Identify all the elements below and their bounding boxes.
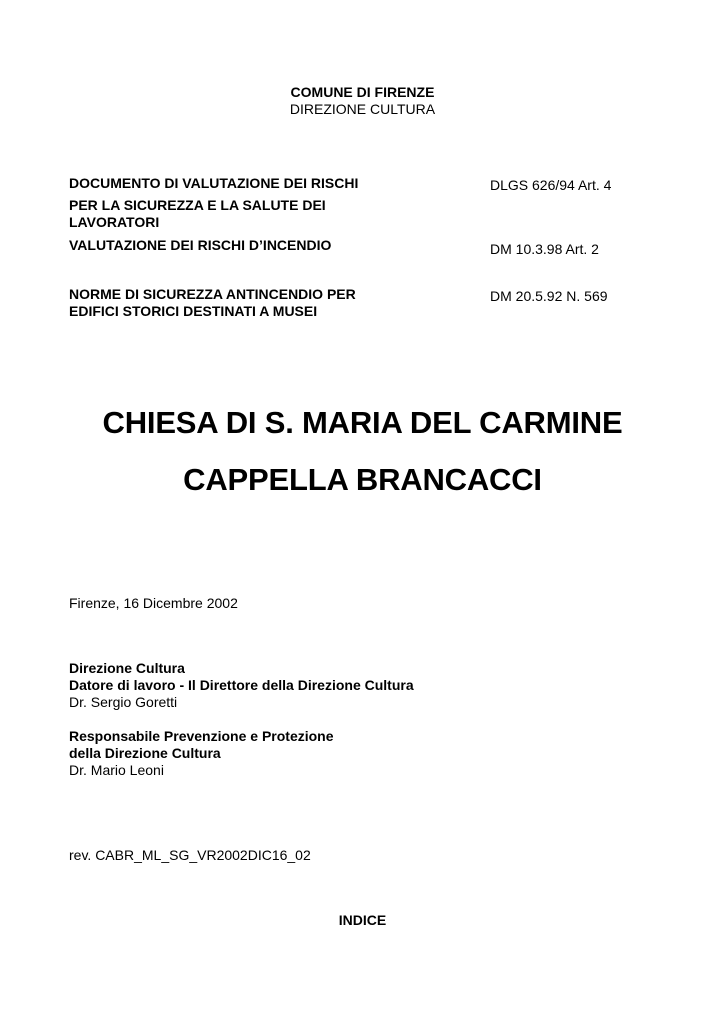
title-chapel: CAPPELLA BRANCACCI — [183, 462, 542, 497]
document-header — [0, 84, 725, 118]
document-date: Firenze, 16 Dicembre 2002 — [69, 595, 238, 611]
rspp-role: Responsabile Prevenzione e Protezione — [69, 728, 334, 744]
employer-name: Dr. Sergio Goretti — [69, 694, 178, 710]
reference-law-1: DLGS 626/94 Art. 4 — [490, 177, 612, 193]
reference-title-2: PER LA SICUREZZA E LA SALUTE DEI LAVORATORI — [69, 197, 326, 230]
reference-title-4: NORME DI SICUREZZA ANTINCENDIO PER EDIFICI STORICI DESTINATI A MUSEI — [69, 286, 356, 319]
employer-department: Direzione Cultura — [69, 660, 185, 676]
rspp-block — [69, 728, 669, 779]
index-heading: INDICE — [338, 912, 387, 928]
rspp-department: della Direzione Cultura — [69, 745, 221, 761]
employer-role: Datore di lavoro - Il Direttore della Direzione Cultura — [69, 677, 414, 693]
rspp-name: Dr. Mario Leoni — [69, 762, 164, 778]
reference-law-3: DM 10.3.98 Art. 2 — [490, 241, 599, 257]
header-department: DIREZIONE CULTURA — [289, 101, 436, 117]
header-municipality: COMUNE DI FIRENZE — [290, 84, 435, 100]
reference-title-1: DOCUMENTO DI VALUTAZIONE DEI RISCHI — [69, 175, 359, 191]
reference-title-3: VALUTAZIONE DEI RISCHI D’INCENDIO — [69, 237, 332, 253]
revision-code: rev. CABR_ML_SG_VR2002DIC16_02 — [69, 847, 311, 863]
reference-law-4: DM 20.5.92 N. 569 — [490, 288, 608, 304]
title-church: CHIESA DI S. MARIA DEL CARMINE — [102, 405, 623, 440]
employer-block — [69, 660, 669, 711]
